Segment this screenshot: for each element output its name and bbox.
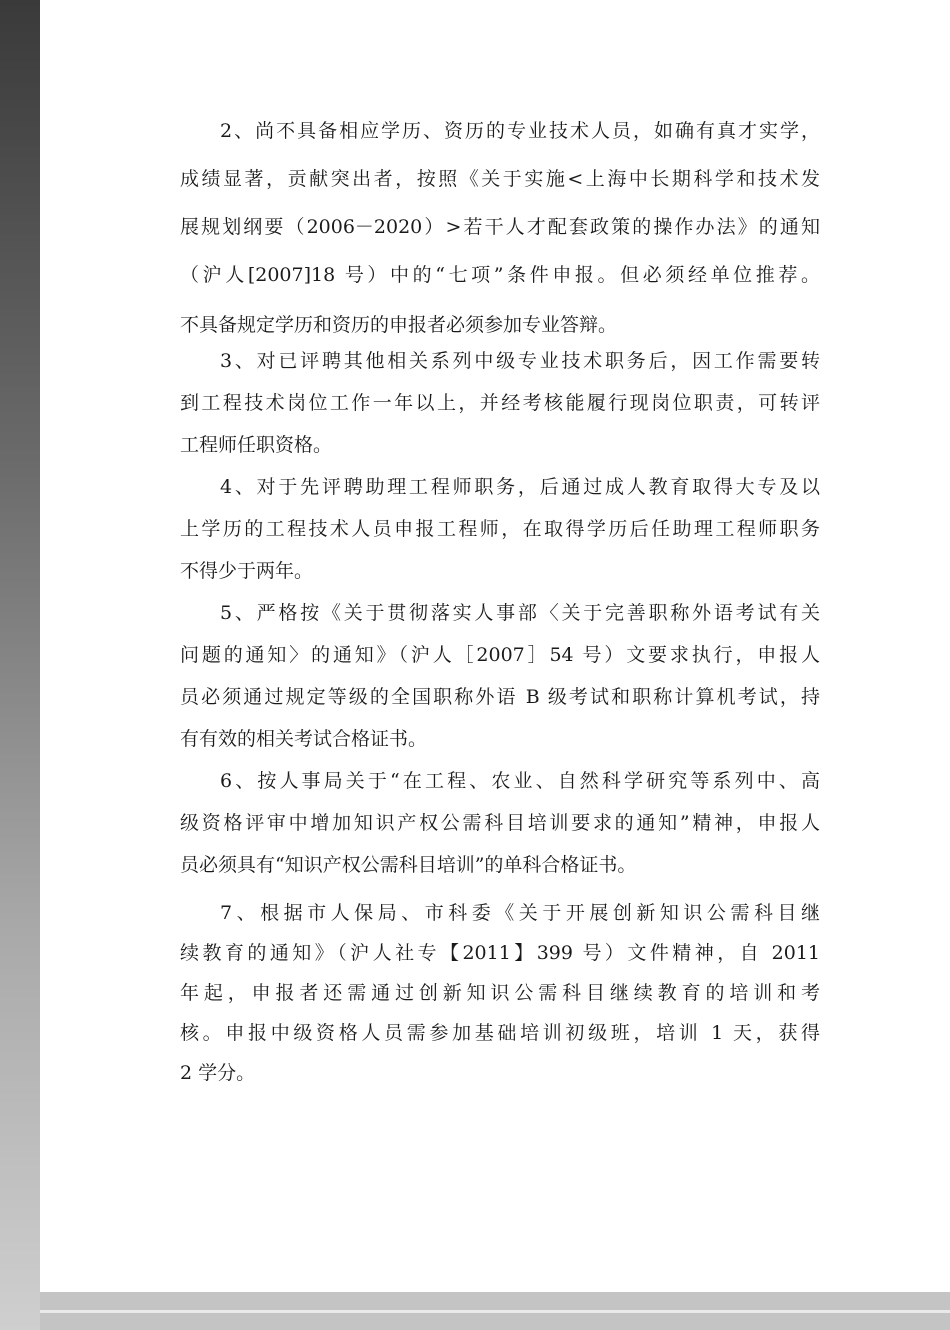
paragraph-3-line-3: 工程师任职资格。 xyxy=(180,434,333,456)
paragraph-7-line-5: 2 学分。 xyxy=(180,1062,256,1084)
paragraph-5-line-2: 问题的通知〉的通知》（沪人［2007］54 号）文要求执行，申报人 xyxy=(180,644,820,666)
paragraph-2-line-1: 2、尚不具备相应学历、资历的专业技术人员，如确有真才实学， xyxy=(220,120,820,142)
paragraph-7-line-2: 续教育的通知》（沪人社专【2011】399 号）文件精神，自 2011 xyxy=(180,942,820,964)
paragraph-2-line-2: 成绩显著，贡献突出者，按照《关于实施<上海中长期科学和技术发 xyxy=(180,168,820,190)
paragraph-7-line-1: 7、根据市人保局、市科委《关于开展创新知识公需科目继 xyxy=(220,902,820,924)
paragraph-5-line-1: 5、严格按《关于贯彻落实人事部〈关于完善职称外语考试有关 xyxy=(220,602,820,624)
paragraph-6-line-3: 员必须具有“知识产权公需科目培训”的单科合格证书。 xyxy=(180,854,637,876)
paragraph-7-line-4: 核。申报中级资格人员需参加基础培训初级班，培训 1 天，获得 xyxy=(180,1022,820,1044)
paragraph-2-line-4: （沪人[2007]18 号）中的“七项”条件申报。但必须经单位推荐。 xyxy=(180,264,820,286)
paragraph-7-line-3: 年起，申报者还需通过创新知识公需科目继续教育的培训和考 xyxy=(180,982,820,1004)
paragraph-5-line-4: 有有效的相关考试合格证书。 xyxy=(180,728,428,750)
paragraph-4-line-1: 4、对于先评聘助理工程师职务，后通过成人教育取得大专及以 xyxy=(220,476,820,498)
document-page xyxy=(40,0,950,1292)
paragraph-4-line-2: 上学历的工程技术人员申报工程师，在取得学历后任助理工程师职务 xyxy=(180,518,820,540)
footer-stripe xyxy=(40,1310,950,1313)
paragraph-2-line-3: 展规划纲要（2006－2020）>若干人才配套政策的操作办法》的通知 xyxy=(180,216,820,238)
paragraph-5-line-3: 员必须通过规定等级的全国职称外语 B 级考试和职称计算机考试，持 xyxy=(180,686,820,708)
left-margin-bar xyxy=(0,0,40,1330)
bottom-footer-bar xyxy=(40,1292,950,1330)
paragraph-4-line-3: 不得少于两年。 xyxy=(180,560,314,582)
paragraph-3-line-1: 3、对已评聘其他相关系列中级专业技术职务后，因工作需要转 xyxy=(220,350,820,372)
paragraph-2-line-5: 不具备规定学历和资历的申报者必须参加专业答辩。 xyxy=(180,314,618,336)
paragraph-3-line-2: 到工程技术岗位工作一年以上，并经考核能履行现岗位职责，可转评 xyxy=(180,392,820,414)
paragraph-6-line-2: 级资格评审中增加知识产权公需科目培训要求的通知”精神，申报人 xyxy=(180,812,820,834)
paragraph-6-line-1: 6、按人事局关于“在工程、农业、自然科学研究等系列中、高 xyxy=(220,770,820,792)
